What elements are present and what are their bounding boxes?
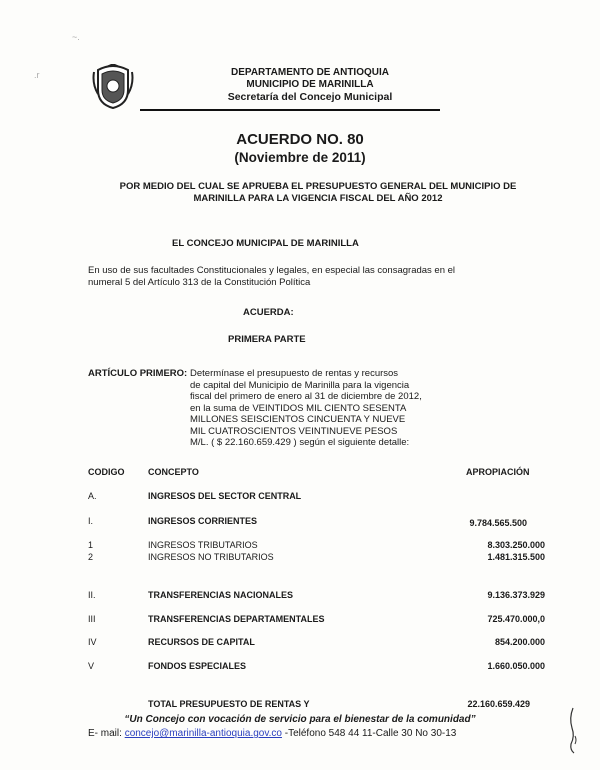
row-code: IV (88, 637, 97, 647)
row-concept: RECURSOS DE CAPITAL (148, 637, 255, 647)
header-department: DEPARTAMENTO DE ANTIOQUIA (231, 67, 389, 78)
email-link[interactable]: concejo@marinilla-antioquia.gov.co (124, 728, 282, 739)
contact-info: -Teléfono 548 44 11-Calle 30 No 30-13 (284, 728, 457, 739)
column-header-amount: APROPIACIÓN (466, 467, 530, 477)
scan-mark: .r (34, 70, 40, 80)
row-code: 2 (88, 552, 94, 562)
header-municipality: MUNICIPIO DE MARINILLA (246, 79, 374, 90)
row-code: 1 (88, 540, 94, 550)
article-line: Determínase el presupuesto de rentas y recursos (190, 368, 399, 379)
margin-signature-mark (566, 706, 580, 756)
column-header-concept: CONCEPTO (148, 467, 199, 477)
agreement-date: (Noviembre de 2011) (234, 150, 366, 165)
article-line: fiscal del primero de enero al 31 de diciembre de 2012, (190, 391, 422, 402)
preamble-line-1: En uso de sus facultades Constitucionales y legales, en especial las consagradas en el (88, 265, 456, 276)
row-concept: INGRESOS CORRIENTES (148, 516, 258, 526)
coat-of-arms-logo (92, 64, 134, 110)
row-amount: 725.470.000,0 (487, 614, 545, 624)
acuerda-heading: ACUERDA: (243, 307, 294, 318)
row-concept: TRANSFERENCIAS NACIONALES (148, 590, 294, 600)
row-concept: TRANSFERENCIAS DEPARTAMENTALES (148, 614, 325, 624)
scan-mark: ~. (72, 32, 80, 42)
article-line: MIL CUATROSCIENTOS VEINTINUEVE PESOS (190, 425, 398, 437)
row-amount: 854.200.000 (494, 637, 545, 647)
row-amount: 1.481.315.500 (487, 552, 545, 562)
preamble-line-2: numeral 5 del Artículo 313 de la Constitución Política (88, 277, 311, 288)
row-code: III (88, 614, 96, 624)
row-code: A. (88, 491, 97, 501)
subject-line-1: POR MEDIO DEL CUAL SE APRUEBA EL PRESUPUESTO GENERAL DEL MUNICIPIO DE (119, 181, 517, 192)
row-concept: INGRESOS NO TRIBUTARIOS (148, 552, 274, 562)
row-code: V (88, 661, 95, 671)
article-line: MILLONES SEISCIENTOS CINCUENTA Y NUEVE (190, 414, 406, 425)
agreement-number: ACUERDO NO. 80 (236, 131, 364, 148)
email-label: E- mail: (88, 728, 122, 739)
subject-line-2: MARINILLA PARA LA VIGENCIA FISCAL DEL AÑO 2012 (193, 193, 443, 204)
footer-slogan: “Un Concejo con vocación de servicio para el bienestar de la comunidad” (124, 714, 476, 725)
row-code: II. (88, 590, 96, 600)
column-header-code: CODIGO (88, 467, 125, 477)
article-line: en la suma de VEINTIDOS MIL CIENTO SESENTA (190, 402, 407, 414)
row-amount: 9.136.373.929 (487, 590, 545, 600)
article-line: de capital del Municipio de Marinilla para la vigencia (190, 379, 410, 391)
footer-contact-line (88, 728, 456, 739)
article-line: M/L. ( $ 22.160.659.429 ) según el siguiente detalle: (190, 437, 410, 448)
row-concept: INGRESOS TRIBUTARIOS (148, 540, 258, 550)
row-concept: FONDOS ESPECIALES (148, 661, 247, 671)
row-concept: INGRESOS DEL SECTOR CENTRAL (148, 491, 302, 501)
total-amount: 22.160.659.429 (467, 699, 530, 709)
part-heading: PRIMERA PARTE (228, 334, 306, 345)
total-concept: TOTAL PRESUPUESTO DE RENTAS Y (148, 699, 310, 709)
council-heading: EL CONCEJO MUNICIPAL DE MARINILLA (172, 238, 359, 249)
row-code: I. (88, 516, 94, 526)
header-secretariat: Secretaría del Concejo Municipal (227, 91, 393, 103)
header-rule (140, 109, 440, 111)
row-amount: 8.303.250.000 (487, 540, 545, 550)
row-amount: 1.660.050.000 (487, 661, 545, 671)
row-amount: 9.784.565.500 (469, 518, 527, 528)
article-label: ARTÍCULO PRIMERO: (88, 368, 188, 379)
article-body (190, 368, 450, 449)
